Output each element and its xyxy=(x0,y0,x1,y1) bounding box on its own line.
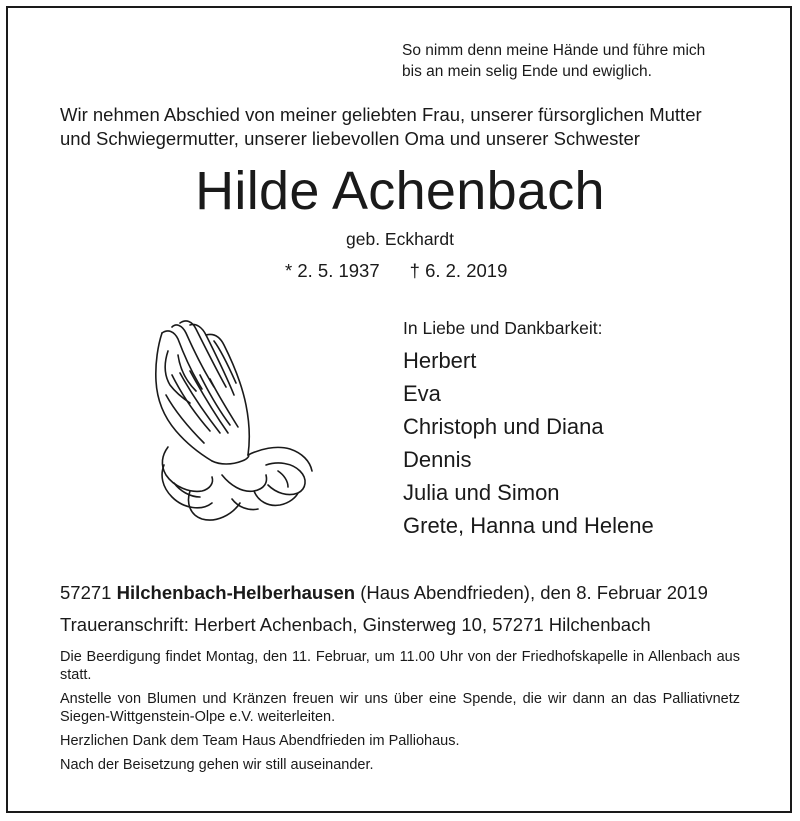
place-date-line xyxy=(60,582,708,604)
mourning-address: Traueranschrift: Herbert Achenbach, Ginsterweg 10, 57271 Hilchenbach xyxy=(60,614,651,635)
mourner-name: Grete, Hanna und Helene xyxy=(403,513,654,538)
birth-date: * 2. 5. 1937 xyxy=(285,260,380,281)
funeral-info: Die Beerdigung findet Montag, den 11. Februar, um 11.00 Uhr von der Friedhofskapelle in Allenbach aus statt. xyxy=(60,649,740,683)
mourner-name: Eva xyxy=(403,381,441,406)
place-zip: 57271 xyxy=(60,582,112,603)
deceased-name: Hilde Achenbach xyxy=(195,161,605,221)
mourner-name: Herbert xyxy=(403,348,477,373)
death-date: † 6. 2. 2019 xyxy=(409,260,508,281)
place-town: Hilchenbach-Helberhausen xyxy=(116,582,356,603)
verse-line-1: So nimm denn meine Hände und führe mich xyxy=(402,42,706,59)
verse-line-2: bis an mein selig Ende und ewiglich. xyxy=(402,63,652,80)
intro-line-2: und Schwiegermutter, unserer liebevollen Oma und unserer Schwester xyxy=(60,128,640,149)
mourners-list xyxy=(403,344,654,542)
mourners-heading: In Liebe und Dankbarkeit: xyxy=(403,318,603,338)
intro-line-1: Wir nehmen Abschied von meiner geliebten Frau, unserer fürsorglichen Mutter xyxy=(60,104,702,125)
donation-info: Anstelle von Blumen und Kränzen freuen wir uns über eine Spende, die wir dann an das Palliativnetz Siegen-Wittgenstein-Olpe e.V. weiterleiten. xyxy=(60,691,740,725)
intro-text xyxy=(60,103,702,151)
birth-name: geb. Eckhardt xyxy=(346,229,454,249)
mourner-name: Julia und Simon xyxy=(403,480,560,505)
bible-verse xyxy=(402,40,705,82)
mourner-name: Christoph und Diana xyxy=(403,414,604,439)
life-dates xyxy=(285,260,507,282)
praying-hands-icon xyxy=(150,315,320,530)
closing-info: Nach der Beisetzung gehen wir still auseinander. xyxy=(60,757,374,773)
place-rest: (Haus Abendfrieden), den 8. Februar 2019 xyxy=(360,582,708,603)
thanks-info: Herzlichen Dank dem Team Haus Abendfrieden im Palliohaus. xyxy=(60,733,460,749)
mourner-name: Dennis xyxy=(403,447,472,472)
notice-notes xyxy=(60,648,740,780)
